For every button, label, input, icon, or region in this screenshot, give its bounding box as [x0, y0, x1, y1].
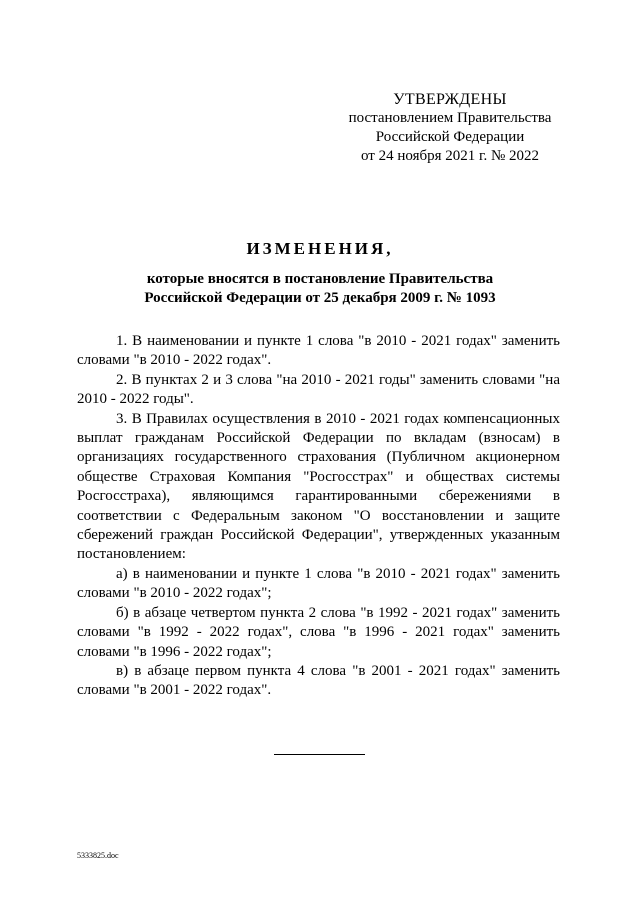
paragraph-subitem-b: б) в абзаце четвертом пункта 2 слова "в 1992 - 2021 годах" заменить словами "в 1992 - 2022 годах", слова "в 1996 - 2021 годах" заменить словами "в 1996 - 2022 годах"; [77, 604, 560, 660]
approval-line-1: постановлением Правительства [348, 110, 552, 126]
paragraph-subitem-a: а) в наименовании и пункте 1 слова "в 2010 - 2021 годах" заменить словами "в 2010 - 2022 годах"; [77, 565, 560, 602]
document-body [77, 332, 560, 701]
document-subtitle [0, 270, 640, 308]
paragraph-item-3: 3. В Правилах осуществления в 2010 - 2021 годах компенсационных выплат гражданам Российской Федерации по вкладам (взносам) в организациях государственного страхования (Публичном акционерном обществе Страховая Компания "Росгосстрах" и обществах системы Росгосстраха), являющимся гарантированными сбережениями в соответствии с Федеральным законом "О восстановлении и защите сбережений граждан Российской Федерации", утвержденных указанным постановлением: [77, 410, 560, 563]
subtitle-line-2: Российской Федерации от 25 декабря 2009 г. № 1093 [144, 290, 496, 306]
end-separator-line [274, 754, 365, 755]
heading-block [0, 238, 640, 308]
paragraph-subitem-v: в) в абзаце первом пункта 4 слова "в 2001 - 2021 годах" заменить словами "в 2001 - 2022 годах". [77, 662, 560, 699]
approval-line-2: Российской Федерации [375, 129, 525, 145]
approval-block [330, 90, 570, 166]
paragraph-item-1: 1. В наименовании и пункте 1 слова "в 2010 - 2021 годах" заменить словами "в 2010 - 2022 годах". [77, 333, 560, 369]
approved-label: УТВЕРЖДЕНЫ [393, 91, 507, 108]
approval-line-3: от 24 ноября 2021 г. № 2022 [360, 148, 540, 164]
document-file-code: 5333825.doc [77, 851, 119, 860]
subtitle-line-1: которые вносятся в постановление Правительства [146, 271, 494, 287]
paragraph-item-2: 2. В пунктах 2 и 3 слова "на 2010 - 2021 годы" заменить словами "на 2010 - 2022 годы". [77, 371, 560, 408]
document-title: ИЗМЕНЕНИЯ, [246, 239, 394, 258]
